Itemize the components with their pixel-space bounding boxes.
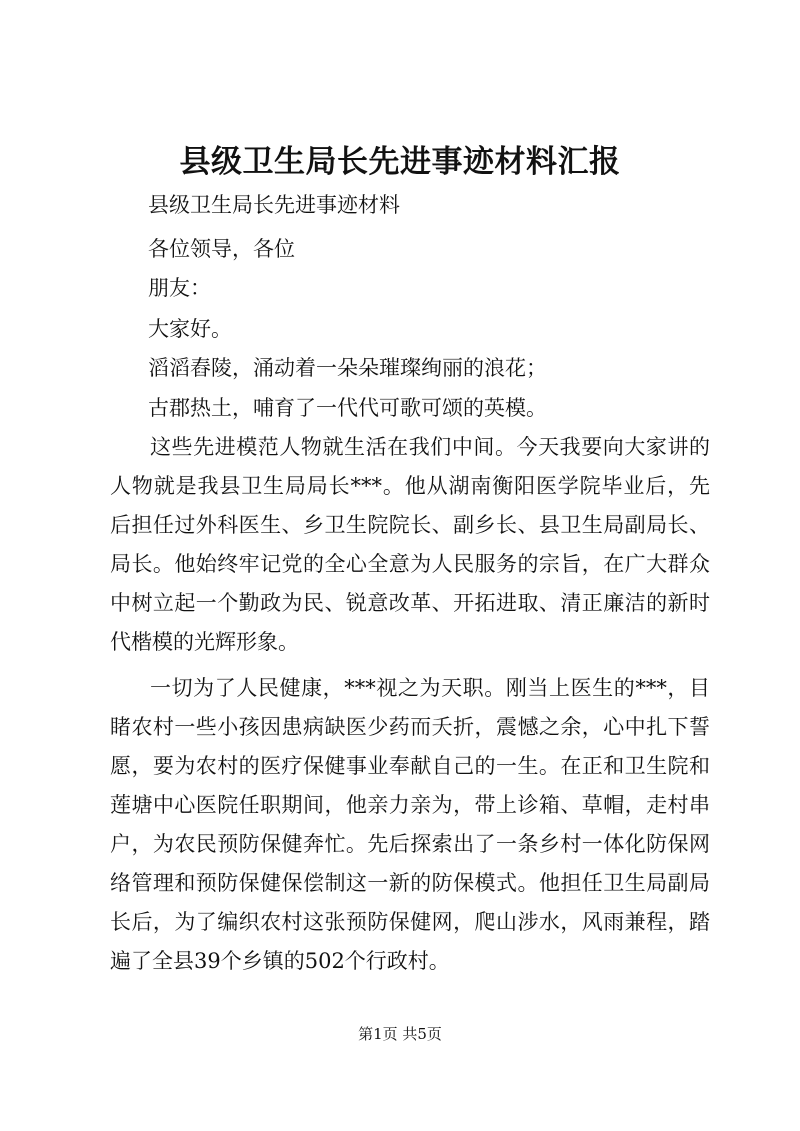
paragraph-line: 愿，要为农村的医疗保健事业奉献自己的一生。在正和卫生院和 [110,754,710,778]
intro-line: 朋友： [148,276,211,300]
paragraph-line: 莲塘中心医院任职期间，他亲力亲为，带上诊箱、草帽，走村串 [110,793,710,817]
paragraph-line: 络管理和预防保健保偿制这一新的防保模式。他担任卫生局副局 [110,871,710,895]
document-title: 县级卫生局长先进事迹材料汇报 [179,144,621,180]
page-number: 第1页 共5页 [358,1025,442,1043]
paragraph-2 [110,669,710,981]
paragraph-line: 户，为农民预防保健奔忙。先后探索出了一条乡村一体化防保网 [110,832,710,856]
paragraph-line: 遍了全县39个乡镇的502个行政村。 [110,949,450,973]
paragraph-line: 人物就是我县卫生局局长***。他从湖南衡阳医学院毕业后，先 [110,474,710,498]
paragraph-1 [110,428,710,662]
intro-line: 县级卫生局长先进事迹材料 [148,193,400,217]
paragraph-line: 局长。他始终牢记党的全心全意为人民服务的宗旨，在广大群众 [110,552,710,576]
intro-line: 大家好。 [148,317,232,341]
intro-line: 滔滔舂陵，涌动着一朵朵璀璨绚丽的浪花； [148,356,547,380]
paragraph-line: 中树立起一个勤政为民、锐意改革、开拓进取、清正廉洁的新时 [110,591,710,615]
intro-line: 各位领导，各位 [148,237,295,261]
paragraph-line: 后担任过外科医生、乡卫生院院长、副乡长、县卫生局副局长、 [110,513,710,537]
paragraph-line: 睹农村一些小孩因患病缺医少药而夭折，震憾之余，心中扎下誓 [110,715,710,739]
intro-line: 古郡热土，哺育了一代代可歌可颂的英模。 [148,396,547,420]
paragraph-line: 长后，为了编织农村这张预防保健网，爬山涉水，风雨兼程，踏 [110,910,710,934]
paragraph-line: 一切为了人民健康，***视之为天职。刚当上医生的***，目 [150,676,710,700]
paragraph-line: 代楷模的光辉形象。 [110,630,299,654]
paragraph-line: 这些先进模范人物就生活在我们中间。今天我要向大家讲的 [150,435,710,459]
